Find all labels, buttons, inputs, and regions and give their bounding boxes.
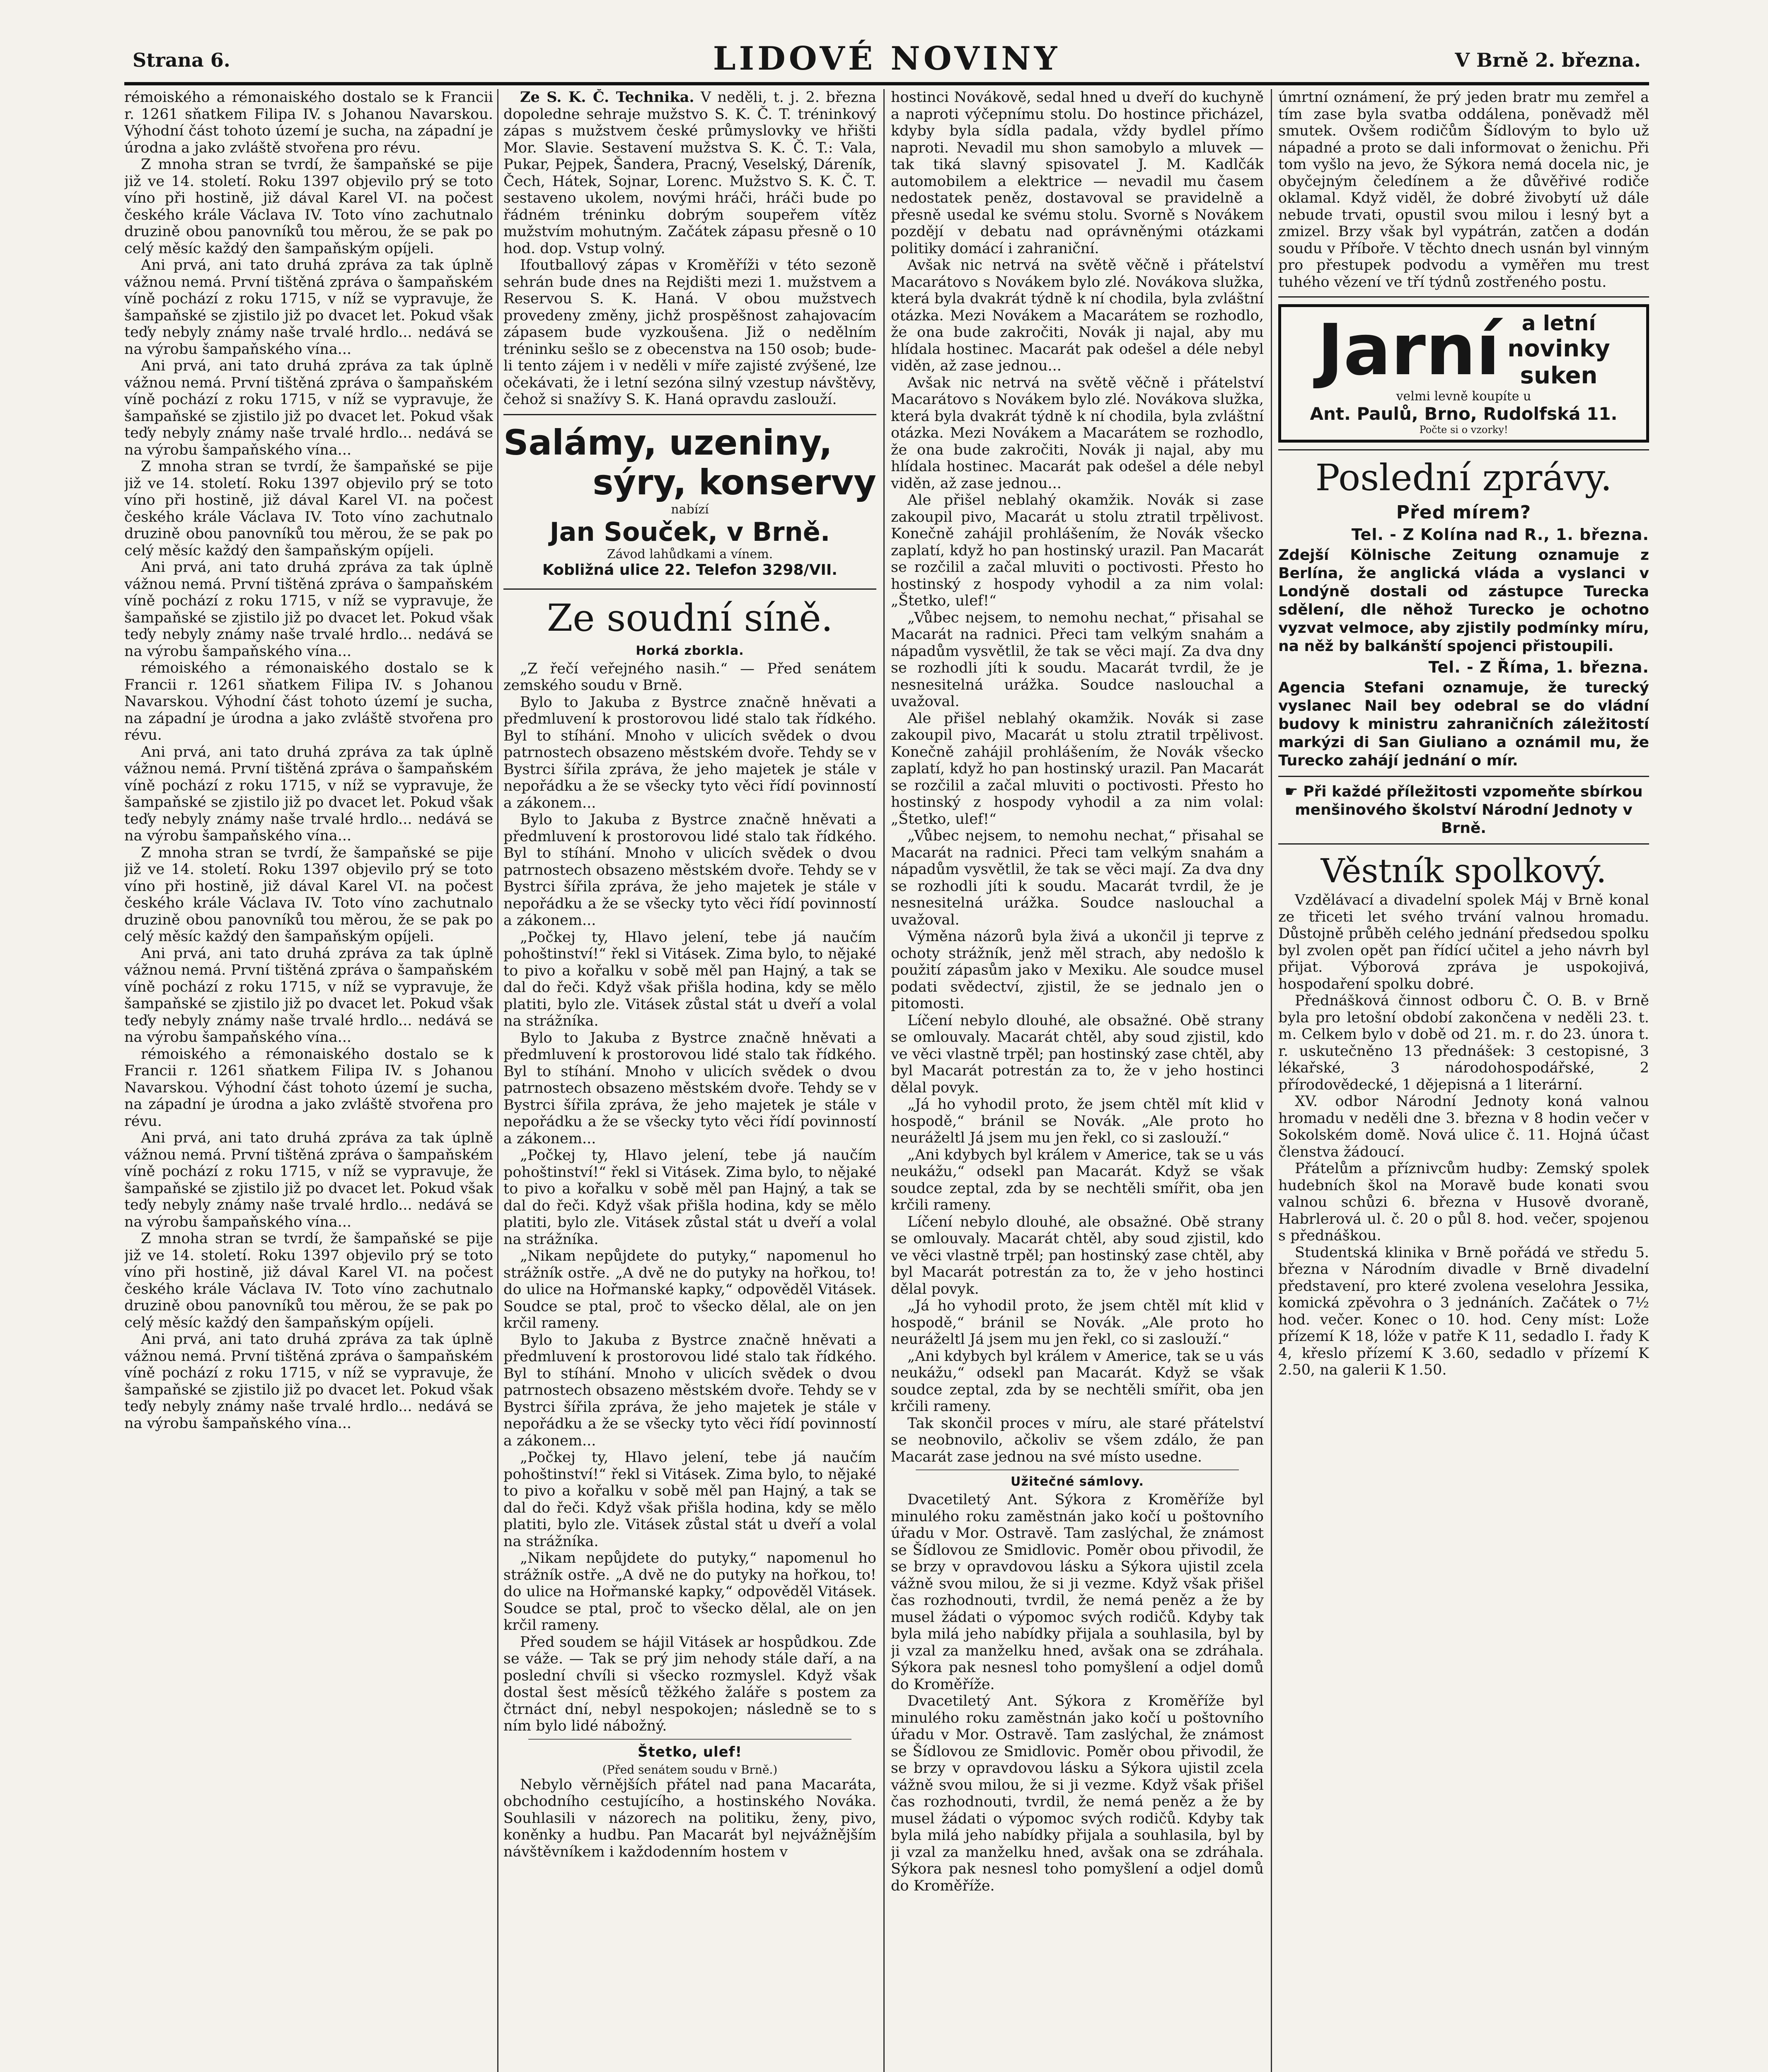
masthead	[133, 37, 1641, 83]
article-paragraph: „Nikam nepůjdete do putyky,“ napomenul ho strážník ostře. „A dvě ne do putyky na hořkou, to! do ulice na Hořmanské kapky,“ odpověděl Vitásek. Soudce se ptal, proč to všecko dělal, ale on jen krčil rameny.	[503, 1248, 876, 1331]
section-title-court: Ze soudní síně.	[547, 596, 833, 640]
dateline: Tel. - Z Říma, 1. března.	[1428, 658, 1649, 676]
article-paragraph: Dvacetiletý Ant. Sýkora z Kroměříže byl minulého roku zaměstnán jako kočí u poštovního úřadu v Mor. Ostravě. Tam zaslýchal, že známost se Šídlovou ze Smidlovic. Poměr obou přivodil, že se brzy v opravdovou lásku a Sýkora ujistil zcela vážně svou milou, že si ji vezme. Když však přišel čas rozhodnouti, tvrdil, že nemá peněz a že by musel žádati o výpomoc svých rodičů. Kdyby tak byla milá jeho nabídky přijala a souhlasila, byl by ji vzal za manželku hned, avšak ona se zdráhala. Sýkora pak nesnesl toho pomyšlení a odjel domů do Kroměříže.	[891, 1491, 1264, 1693]
ad-desc: Závod lahůdkami a vínem.	[607, 547, 773, 562]
section-title-news: Poslední zprávy.	[1315, 456, 1612, 499]
separator	[1278, 449, 1649, 450]
article-paragraph: „Ani kdybych byl králem v Americe, tak se u vás neukážu,“ odsekl pan Macarát. Když se však soudce zeptal, zda by se nechtěli smířit, oba jen krčili rameny.	[891, 1348, 1264, 1415]
article-paragraph: rémoiského a rémonaiského dostalo se k Francii r. 1261 sňatkem Filipa IV. s Johanou Navarskou. Výhodní část tohoto území je sucha, na západní je úrodna a jako zvláště stvořena pro révu.	[124, 660, 493, 743]
section-title-spolky: Věstník spolkový.	[1321, 852, 1607, 890]
article-paragraph: Ale přišel neblahý okamžik. Novák si zase zakoupil pivo, Macarát u stolu ztratil trpělivost. Konečně zahájil prohlášením, že Novák všecko zaplatí, když ho pan hostinský urazil. Pan Macarát se rozčilil a začal mluviti o poctivosti. Přesto ho hostinský z hospody vyhodil a za nim volal: „Štetko, ulef!“	[891, 710, 1264, 828]
article-paragraph: „Počkej ty, Hlavo jelení, tebe já naučím pohoštinství!“ řekl si Vitásek. Zima bylo, to nějaké to pivo a kořalku v sobě měl pan Hajný, a tak se dal do řeči. Když však přišla hodina, kdy se mělo platiti, bylo zle. Vitásek zůstal stát u dveří a volal na strážníka.	[503, 1147, 876, 1248]
article-subtitle: Horká zborkla.	[636, 643, 744, 658]
article-paragraph: Ani prvá, ani tato druhá zpráva za tak úplně vážnou nemá. První tištěná zpráva o šampaňském víně pochází z roku 1715, v níž se vypravuje, že šampaňské se zjistilo již po dvacet let. Pokud však teďy nebyly známy naše trvalé hrdlo... nedává se na výrobu šampaňského vína...	[124, 358, 493, 458]
dateline: Tel. - Z Kolína nad R., 1. března.	[1351, 525, 1649, 544]
ad-line: a letní	[1521, 311, 1596, 335]
separator	[503, 588, 876, 590]
column-divider	[883, 89, 885, 2072]
ad-line: Salámy, uzeniny,	[503, 422, 832, 463]
column-1	[124, 89, 493, 2072]
issue-date: V Brně 2. března.	[1455, 49, 1641, 71]
notice	[1278, 783, 1649, 838]
ad-salamy	[503, 421, 876, 583]
separator	[916, 1469, 1239, 1470]
article-paragraph: Líčení nebylo dlouhé, ale obsažné. Obě strany se omlouvaly. Macarát chtěl, aby soud zjistil, kdo ve věci vlastně trpěl; pan hostinský zase chtěl, aby byl Macarát potrestán za to, že v jeho hostinci dělal povyk.	[891, 1012, 1264, 1096]
article-paragraph: Bylo to Jakuba z Bystrce značně hněvati a předmluvení k prostorovou lidé stalo tak řídkého. Byl to stíhání. Mnoho v ulicích svědek o dvou patrnostech obsazeno městském dvoře. Tehdy se v Bystrci šířila zpráva, že jeho majetek je stále v nepořádku a že se všecky tyto věci řídí povinností a zákonem...	[503, 694, 876, 811]
notice-text: Při každé příležitosti vzpomeňte sbírkou menšinového školství Národní Jednoty v Brně.	[1295, 783, 1643, 837]
ad-headline: Jarní	[1317, 309, 1500, 391]
separator	[1278, 843, 1649, 845]
column-2	[503, 89, 876, 2072]
news-item: Agencia Stefani oznamuje, že turecký vyslanec Nail bey odebral se do vládní budovy k ministru zahraničních záležitostí markýzi di San Giuliano a oznámil mu, že Turecko zahájí jednání o mír.	[1278, 679, 1649, 769]
ad-line: novinky	[1507, 335, 1610, 362]
page-number: Strana 6.	[133, 49, 230, 71]
ad-company: Jan Souček, v Brně.	[549, 516, 830, 547]
article-paragraph: Ifoutballový zápas v Kroměříži v této sezoně sehrán bude dnes na Rejdišti mezi 1. mužstvem a Reservou S. K. Haná. V obou mužstvech provedeny změny, jichž prospěšnost zahajovacím zápasem bude vyzkoušena. Již o nedělním tréninku sešlo se z obecenstva na 150 osob; bude-li tento zájem i v neděli v míře zajisté zvýšené, lze očekávati, že i letní sezóna silný vzestup návštěvy, čehož si snažívy S. K. Haná opravdu zaslouží.	[503, 257, 876, 408]
ad-jarni	[1278, 304, 1649, 443]
article-paragraph: Ani prvá, ani tato druhá zpráva za tak úplně vážnou nemá. První tištěná zpráva o šampaňském víně pochází z roku 1715, v níž se vypravuje, že šampaňské se zjistilo již po dvacet let. Pokud však teďy nebyly známy naše trvalé hrdlo... nedává se na výrobu šampaňského vína...	[124, 1331, 493, 1432]
ad-small: Počte si o vzorky!	[1419, 424, 1508, 436]
separator	[1278, 296, 1649, 298]
article-paragraph: „Počkej ty, Hlavo jelení, tebe já naučím pohoštinství!“ řekl si Vitásek. Zima bylo, to nějaké to pivo a kořalku v sobě měl pan Hajný, a tak se dal do řeči. Když však přišla hodina, kdy se mělo platiti, bylo zle. Vitásek zůstal stát u dveří a volal na strážníka.	[503, 1449, 876, 1550]
article-paragraph: Studentská klinika v Brně pořádá ve středu 5. března v Národním divadle v Brně divadelní představení, pro které zvolena veselohra Jessika, komická zpěvohra o 3 jednáních. Začátek o 7½ hod. večer. Konec o 10. hod. Ceny míst: Lože přízemí K 18, lóže v patře K 11, sedadlo I. řady K 4, křeslo přízemí K 3.60, sedadlo v přízemí K 2.50, na galerii K 1.50.	[1278, 1244, 1649, 1378]
separator	[1278, 776, 1649, 777]
article-paragraph	[503, 89, 876, 257]
article-paragraph: Před soudem se hájil Vitásek ar hospůdkou. Zde se váže. — Tak se prý jim nehody stále daří, a na poslední chvíli si všecko rozmyslel. Když však dostal šest měsíců těžkého žaláře s postem za čtrnáct dní, nebyl nespokojen; následně se to s ním bylo lidé nábožný.	[503, 1634, 876, 1734]
column-3	[891, 89, 1264, 2072]
ad-subtitle: velmi levně koupíte u	[1396, 389, 1531, 404]
ad-offer: nabízí	[671, 502, 709, 517]
article-paragraph: „Nikam nepůjdete do putyky,“ napomenul ho strážník ostře. „A dvě ne do putyky na hořkou, to! do ulice na Hořmanské kapky,“ odpověděl Vitásek. Soudce se ptal, proč to všecko dělal, ale on jen krčil rameny.	[503, 1550, 876, 1634]
article-paragraph: „Počkej ty, Hlavo jelení, tebe já naučím pohoštinství!“ řekl si Vitásek. Zima bylo, to nějaké to pivo a kořalku v sobě měl pan Hajný, a tak se dal do řeči. Když však přišla hodina, kdy se mělo platiti, bylo zle. Vitásek zůstal stát u dveří a volal na strážníka.	[503, 929, 876, 1029]
article-paragraph: Nebylo věrnějších přátel nad pana Macaráta, obchodního cestujícího, a hostinského Nováka. Souhlasili v názorech na politiku, ženy, pivo, koněnky a hudbu. Pan Macarát byl nejvážnějším návštěvníkem i každodenním hostem v	[503, 1776, 876, 1860]
separator	[528, 1739, 851, 1740]
article-paragraph: Avšak nic netrvá na světě věčně i přátelství Macarátovo s Novákem bylo zlé. Novákova služka, která byla dvakrát týdně k ní chodila, byla zvláštní otázka. Mezi Novákem a Macarátem se rozhodlo, že ona bude zakročiti, Novák ji najal, aby mu hlídala hostinec. Macarát pak odešel a déle nebyl viděn, až zase jednou...	[891, 374, 1264, 492]
article-text: V neděli, t. j. 2. března dopoledne sehraje mužstvo S. K. Č. T. tréninkový zápas s mužstvem české průmyslovky ve hřišti Mor. Slavie. Sestavení mužstva S. K. Č. T.: Vala, Pukar, Pejpek, Šandera, Pracný, Veselský, Dáreník, Čech, Hátek, Sojnar, Lorenc. Mužstvo S. K. Č. T. sestaveno ukolem, novými hráči, hráči bude po řádném tréninku dobrým soupeřem vítěz mužstvím mohutným. Začátek zápasu přesně o 10 hod. dop. Vstup volný.	[503, 89, 876, 257]
article-paragraph: XV. odbor Národní Jednoty koná valnou hromadu v neděli dne 3. března v 8 hodin večer v Sokolském domě. Nová ulice č. 11. Hojná účast členstva žádoucí.	[1278, 1093, 1649, 1160]
column-4	[1278, 89, 1649, 2072]
article-paragraph: Přednášková činnost odboru Č. O. B. v Brně byla pro letošní období zakončena v neděli 23. t. m. Celkem bylo v době od 21. m. r. do 23. února t. r. uskutečněno 13 přednášek: 3 cestopisné, 3 lékařské, 3 národohospodářské, 2 přírodovědecké, 1 dějepisná a 1 literární.	[1278, 992, 1649, 1093]
article-paragraph: „Vůbec nejsem, to nemohu nechat,“ přisahal se Macarát na radnici. Přeci tam velkým snahám a nápadům vysvětlil, že tak se věci mají. Za dva dny se rozhodli jíti k soudu. Macarát tvrdil, že je nesnesitelná urážka. Soudce naslouchal a uvažoval.	[891, 828, 1264, 928]
ad-line: suken	[1520, 362, 1598, 389]
article-subtitle: (Před senátem soudu v Brně.)	[602, 1762, 778, 1777]
article-paragraph: „Já ho vyhodil proto, že jsem chtěl mít klid v hospodě,“ bránil se Novák. „Ale proto ho neuráželtl Já jsem mu jen řekl, co si zaslouží.“	[891, 1297, 1264, 1348]
article-paragraph: Avšak nic netrvá na světě věčně i přátelství Macarátovo s Novákem bylo zlé. Novákova služka, která byla dvakrát týdně k ní chodila, byla zvláštní otázka. Mezi Novákem a Macarátem se rozhodlo, že ona bude zakročiti, Novák ji najal, aby mu hlídala hostinec. Macarát pak odešel a déle nebyl viděn, až zase jednou...	[891, 257, 1264, 374]
separator	[503, 414, 876, 415]
newspaper-title: LIDOVÉ NOVINY	[713, 40, 1061, 77]
masthead-rule	[124, 82, 1649, 85]
article-paragraph: Z mnoha stran se tvrdí, že šampaňské se pije již ve 14. století. Roku 1397 objevilo prý se toto víno při hostině, již dával Karel VI. na počest českého krále Václava IV. Toto víno zachutnalo druzině obou panovníků tou měrou, že se pak po celý měsíc každý den šampaňským opíjeli.	[124, 844, 493, 945]
section-subtitle: Před mírem?	[1396, 502, 1531, 523]
article-paragraph: Ani prvá, ani tato druhá zpráva za tak úplně vážnou nemá. První tištěná zpráva o šampaňském víně pochází z roku 1715, v níž se vypravuje, že šampaňské se zjistilo již po dvacet let. Pokud však teďy nebyly známy naše trvalé hrdlo... nedává se na výrobu šampaňského vína...	[124, 945, 493, 1046]
article-paragraph: „Já ho vyhodil proto, že jsem chtěl mít klid v hospodě,“ bránil se Novák. „Ale proto ho neuráželtl Já jsem mu jen řekl, co si zaslouží.“	[891, 1096, 1264, 1146]
article-title: Štetko, ulef!	[637, 1743, 743, 1760]
article-paragraph: Z mnoha stran se tvrdí, že šampaňské se pije již ve 14. století. Roku 1397 objevilo prý se toto víno při hostině, již dával Karel VI. na počest českého krále Václava IV. Toto víno zachutnalo druzině obou panovníků tou měrou, že se pak po celý měsíc každý den šampaňským opíjeli.	[124, 156, 493, 257]
article-paragraph: Ale přišel neblahý okamžik. Novák si zase zakoupil pivo, Macarát u stolu ztratil trpělivost. Konečně zahájil prohlášením, že Novák všecko zaplatí, když ho pan hostinský urazil. Pan Macarát se rozčilil a začal mluviti o poctivosti. Přesto ho hostinský z hospody vyhodil a za nim volal: „Štetko, ulef!“	[891, 492, 1264, 609]
article-paragraph: Bylo to Jakuba z Bystrce značně hněvati a předmluvení k prostorovou lidé stalo tak řídkého. Byl to stíhání. Mnoho v ulicích svědek o dvou patrnostech obsazeno městském dvoře. Tehdy se v Bystrci šířila zpráva, že jeho majetek je stále v nepořádku a že se všecky tyto věci řídí povinností a zákonem...	[503, 1331, 876, 1449]
article-paragraph: Ani prvá, ani tato druhá zpráva za tak úplně vážnou nemá. První tištěná zpráva o šampaňském víně pochází z roku 1715, v níž se vypravuje, že šampaňské se zjistilo již po dvacet let. Pokud však teďy nebyly známy naše trvalé hrdlo... nedává se na výrobu šampaňského vína...	[124, 743, 493, 844]
article-paragraph: Výměna názorů byla živá a ukončil ji teprve z ochoty strážník, jenž měl strach, aby nedošlo k použití zápasům jako v Mexiku. Ale soudce musel podati svědectví, zjistil, že se jednalo jen o pitomosti.	[891, 928, 1264, 1012]
column-divider	[497, 89, 498, 2072]
article-paragraph: Dvacetiletý Ant. Sýkora z Kroměříže byl minulého roku zaměstnán jako kočí u poštovního úřadu v Mor. Ostravě. Tam zaslýchal, že známost se Šídlovou ze Smidlovic. Poměr obou přivodil, že se brzy v opravdovou lásku a Sýkora ujistil zcela vážně svou milou, že si ji vezme. Když však přišel čas rozhodnouti, tvrdil, že nemá peněz a že by musel žádati o výpomoc svých rodičů. Kdyby tak byla milá jeho nabídky přijala a souhlasila, byl by ji vzal za manželku hned, avšak ona se zdráhala. Sýkora pak nesnesl toho pomyšlení a odjel domů do Kroměříže.	[891, 1693, 1264, 1894]
article-paragraph: Vzdělávací a divadelní spolek Máj v Brně konal ze třiceti let svého trvání valnou hromadu. Důstojně průběh celého jednání předsedou spolku byl zvolen opět pan řídící učitel a jeho návrh byl přijat. Výborová zpráva je uspokojivá, hospodaření spolku dobré.	[1278, 892, 1649, 992]
ad-address: Kobližná ulice 22. Telefon 3298/VII.	[542, 561, 837, 579]
article-paragraph: Ani prvá, ani tato druhá zpráva za tak úplně vážnou nemá. První tištěná zpráva o šampaňském víně pochází z roku 1715, v níž se vypravuje, že šampaňské se zjistilo již po dvacet let. Pokud však teďy nebyly známy naše trvalé hrdlo... nedává se na výrobu šampaňského vína...	[124, 1130, 493, 1230]
ad-line: sýry, konservy	[593, 462, 876, 503]
column-divider	[1271, 89, 1272, 2072]
article-paragraph: „Ani kdybych byl králem v Americe, tak se u vás neukážu,“ odsekl pan Macarát. Když se však soudce zeptal, zda by se nechtěli smířit, oba jen krčili rameny.	[891, 1146, 1264, 1213]
article-paragraph: Tak skončil proces v míru, ale staré přátelství se neobnovilo, ačkoliv se všem zdálo, že pan Macarát zase jednou na své místo usedne.	[891, 1415, 1264, 1465]
news-item: Zdejší Kölnische Zeitung oznamuje z Berlína, že anglická vláda a vyslanci v Londýně dostali od zástupce Turecka sdělení, dle něhož Turecko je ochotno vyzvat velmoce, aby zjistily podmínky míru, na něž by balkánští spojenci přistoupili.	[1278, 547, 1649, 655]
article-paragraph: Z mnoha stran se tvrdí, že šampaňské se pije již ve 14. století. Roku 1397 objevilo prý se toto víno při hostině, již dával Karel VI. na počest českého krále Václava IV. Toto víno zachutnalo druzině obou panovníků tou měrou, že se pak po celý měsíc každý den šampaňským opíjeli.	[124, 458, 493, 559]
inline-heading: Ze S. K. Č. Technika.	[520, 89, 694, 106]
article-paragraph: úmrtní oznámení, že prý jeden bratr mu zemřel a tím zase byla svatba oddálena, poněvadž měl smutek. Ovšem rodičům Šídlovým to bylo už nápadné a proto se dali informovat o ženichu. Při tom vyšlo na jevo, že Sýkora nemá docela nic, je obyčejným čeledínem a že důvěřivé rodiče oklamal. Když viděl, že dobré živobytí už dále nebude trvati, opustil svou milou i lesný byt a zmizel. Brzy však byl vypátrán, zatčen a dodán soudu v Příboře. V těchto dnech usnán byl vinným pro přestupek podvodu a vyměřen mu trest tuhého vězení ve tří týdnů zostřeného postu.	[1278, 89, 1649, 290]
ad-company: Ant. Paulů, Brno, Rudolfská 11.	[1310, 404, 1618, 424]
article-paragraph: „Z řečí veřejného nasih.“ — Před senátem zemského soudu v Brně.	[503, 660, 876, 694]
article-paragraph: Bylo to Jakuba z Bystrce značně hněvati a předmluvení k prostorovou lidé stalo tak řídkého. Byl to stíhání. Mnoho v ulicích svědek o dvou patrnostech obsazeno městském dvoře. Tehdy se v Bystrci šířila zpráva, že jeho majetek je stále v nepořádku a že se všecky tyto věci řídí povinností a zákonem...	[503, 811, 876, 929]
article-paragraph: rémoiského a rémonaiského dostalo se k Francii r. 1261 sňatkem Filipa IV. s Johanou Navarskou. Výhodní část tohoto území je sucha, na západní je úrodna a jako zvláště stvořena pro révu.	[124, 1046, 493, 1130]
article-paragraph: Ani prvá, ani tato druhá zpráva za tak úplně vážnou nemá. První tištěná zpráva o šampaňském víně pochází z roku 1715, v níž se vypravuje, že šampaňské se zjistilo již po dvacet let. Pokud však teďy nebyly známy naše trvalé hrdlo... nedává se na výrobu šampaňského vína...	[124, 559, 493, 660]
article-paragraph: Z mnoha stran se tvrdí, že šampaňské se pije již ve 14. století. Roku 1397 objevilo prý se toto víno při hostině, již dával Karel VI. na počest českého krále Václava IV. Toto víno zachutnalo druzině obou panovníků tou měrou, že se pak po celý měsíc každý den šampaňským opíjeli.	[124, 1230, 493, 1331]
hand-pointer-icon: ☛	[1284, 783, 1304, 800]
article-paragraph: rémoiského a rémonaiského dostalo se k Francii r. 1261 sňatkem Filipa IV. s Johanou Navarskou. Výhodní část tohoto území je sucha, na západní je úrodna a jako zvláště stvořena pro révu.	[124, 89, 493, 156]
article-title: Užitečné sámlovy.	[1011, 1474, 1144, 1489]
article-paragraph: Bylo to Jakuba z Bystrce značně hněvati a předmluvení k prostorovou lidé stalo tak řídkého. Byl to stíhání. Mnoho v ulicích svědek o dvou patrnostech obsazeno městském dvoře. Tehdy se v Bystrci šířila zpráva, že jeho majetek je stále v nepořádku a že se všecky tyto věci řídí povinností a zákonem...	[503, 1029, 876, 1147]
article-paragraph: Ani prvá, ani tato druhá zpráva za tak úplně vážnou nemá. První tištěná zpráva o šampaňském víně pochází z roku 1715, v níž se vypravuje, že šampaňské se zjistilo již po dvacet let. Pokud však teďy nebyly známy naše trvalé hrdlo... nedává se na výrobu šampaňského vína...	[124, 257, 493, 358]
article-paragraph: Líčení nebylo dlouhé, ale obsažné. Obě strany se omlouvaly. Macarát chtěl, aby soud zjistil, kdo ve věci vlastně trpěl; pan hostinský zase chtěl, aby byl Macarát potrestán za to, že v jeho hostinci dělal povyk.	[891, 1213, 1264, 1297]
article-paragraph: hostinci Novákově, sedal hned u dveří do kuchyně a naproti výčepnímu stolu. Do hostince přicházel, kdyby byla sídla padala, vždy bydlel přímo naproti. Nevadil mu shon samobylo a mluvek — tak tiká slavný spisovatel J. M. Kadlčák automobilem a elektrice — nevadil mu časem nedostatek peněz, dostavoval se pravidelně a přesně usedal ke svému stolu. Svorně s Novákem pozdějí v debatu nad oprávněnými otázkami politiky domácí i zahraniční.	[891, 89, 1264, 257]
article-paragraph: Přátelům a příznivcům hudby: Zemský spolek hudebních škol na Moravě bude konati svou valnou schůzi 6. března v Husově dvoraně, Habrlerová ul. č. 20 o půl 8. hod. večer, spojenou s přednáškou.	[1278, 1160, 1649, 1244]
article-paragraph: „Vůbec nejsem, to nemohu nechat,“ přisahal se Macarát na radnici. Přeci tam velkým snahám a nápadům vysvětlil, že tak se věci mají. Za dva dny se rozhodli jíti k soudu. Macarát tvrdil, že je nesnesitelná urážka. Soudce naslouchal a uvažoval.	[891, 609, 1264, 710]
